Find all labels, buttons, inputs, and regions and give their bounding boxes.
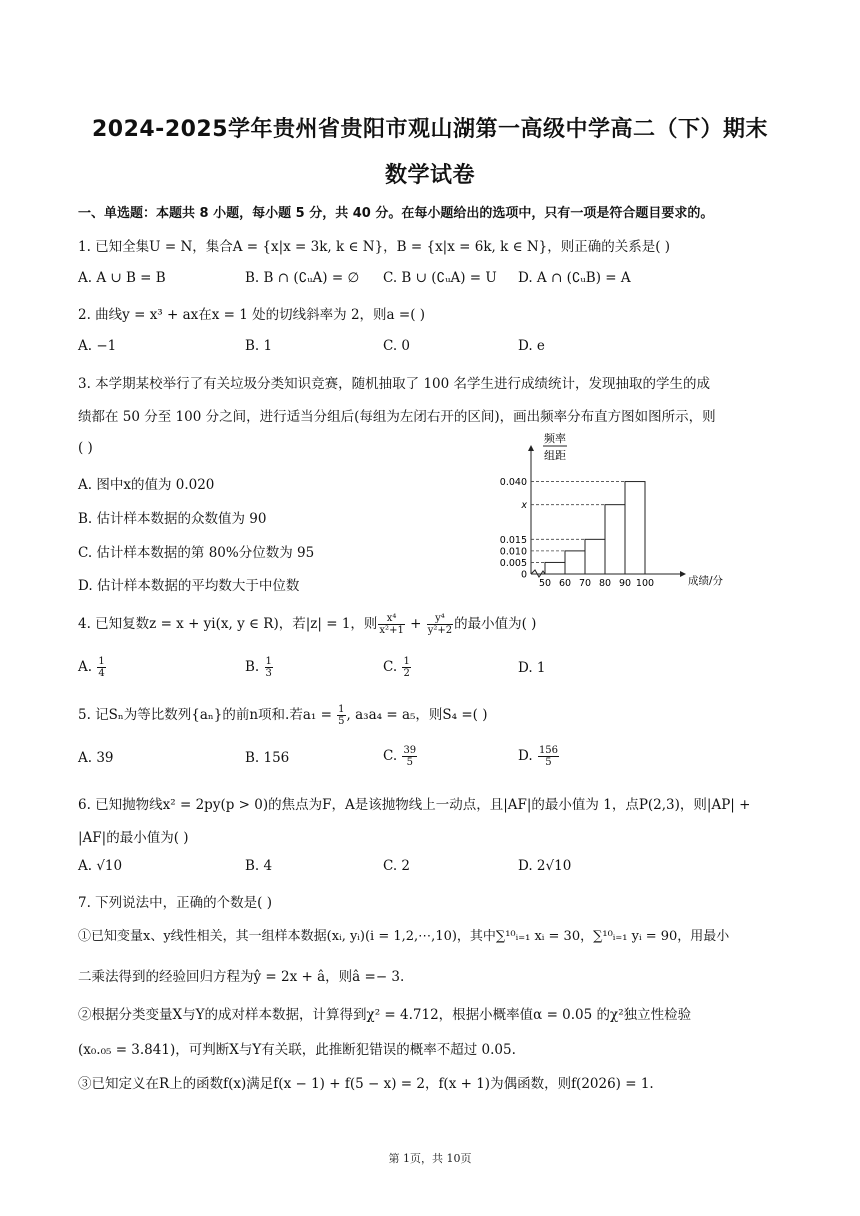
q5-option-c bbox=[383, 745, 418, 768]
y-tick-label: 0.015 bbox=[499, 534, 527, 546]
q4-plus: + bbox=[405, 616, 426, 632]
q4-fraction-1-num: x⁴ bbox=[378, 613, 404, 625]
q2-option-c: C. 0 bbox=[383, 338, 411, 354]
q1-option-b: B. B ∩ (∁ᵤA) = ∅ bbox=[245, 270, 360, 286]
q5-option-d bbox=[518, 745, 560, 768]
question-7-stem: 7. 下列说法中，正确的个数是( ) bbox=[78, 895, 272, 911]
q5-option-c-num: 39 bbox=[403, 745, 417, 756]
histogram-bar bbox=[565, 551, 585, 574]
q4-option-a-num: 1 bbox=[98, 656, 105, 667]
x-axis-label: 成绩/分 bbox=[688, 575, 724, 587]
section-heading: 一、单选题：本题共 8 小题，每小题 5 分，共 40 分。在每小题给出的选项中，只有一项是符合题目要求的。 bbox=[78, 206, 714, 221]
histogram-bar bbox=[545, 562, 565, 574]
q7-statement-2-line1: ②根据分类变量X与Y的成对样本数据，计算得到χ² = 4.712，根据小概率值α = 0.05 的χ²独立性检验 bbox=[78, 1007, 692, 1023]
q6-option-d: D. 2√10 bbox=[518, 858, 572, 874]
x-tick-label: 80 bbox=[598, 578, 612, 589]
q5-stem-post: , a₃a₄ = a₅，则S₄ =( ) bbox=[346, 707, 488, 723]
q6-option-b: B. 4 bbox=[245, 858, 273, 874]
q5-stem-pre: 5. 记Sₙ为等比数列{aₙ}的前n项和.若a₁ = bbox=[78, 707, 337, 723]
q7-statement-3-line1: ③已知定义在R上的函数f(x)满足f(x − 1) + f(5 − x) = 2，f(x + 1)为偶函数，则f(2026) = 1. bbox=[78, 1076, 654, 1092]
q5-option-d-num: 156 bbox=[538, 745, 559, 756]
q7-statement-2-line2: (x₀.₀₅ = 3.841)，可判断X与Y有关联，此推断犯错误的概率不超过 0.05. bbox=[78, 1042, 516, 1058]
q4-fraction-2 bbox=[427, 613, 453, 636]
q4-option-a-den: 4 bbox=[98, 668, 105, 679]
question-3-stem-line2: 绩都在 50 分至 100 分之间，进行适当分组后(每组为左闭右开的区间)，画出频率分布直方图如图所示，则 bbox=[78, 409, 716, 425]
exam-title-line2: 数学试卷 bbox=[384, 163, 475, 188]
question-6-stem-line2: |AF|的最小值为( ) bbox=[78, 830, 189, 846]
y-tick-label: x bbox=[521, 500, 527, 512]
question-6-stem-line1: 6. 已知抛物线x² = 2py(p > 0)的焦点为F，A是该抛物线上一动点，且|AF|的最小值为 1，点P(2,3)，则|AP| + bbox=[78, 797, 751, 813]
x-tick-label: 50 bbox=[538, 578, 552, 589]
q4-fraction-2-num: y⁴ bbox=[427, 613, 453, 625]
q1-option-c: C. B ∪ (∁ᵤA) = U bbox=[383, 270, 497, 286]
question-3-stem-line3: ( ) bbox=[78, 440, 93, 456]
y-tick-label: 0.010 bbox=[499, 546, 527, 558]
q4-option-c-prefix: C. bbox=[383, 659, 402, 675]
q4-option-b-num: 1 bbox=[265, 656, 272, 667]
question-4-stem bbox=[78, 612, 536, 636]
q5-option-b: B. 156 bbox=[245, 750, 290, 766]
histogram-bar bbox=[605, 505, 625, 574]
question-1-stem: 1. 已知全集U = N，集合A = {x|x = 3k, k ∈ N}，B = {x|x = 6k, k ∈ N}，则正确的关系是( ) bbox=[78, 239, 671, 255]
q3-option-b: B. 估计样本数据的众数值为 90 bbox=[78, 511, 267, 527]
q4-option-c-den: 2 bbox=[403, 668, 410, 679]
q4-stem-pre: 4. 已知复数z = x + yi(x, y ∈ R)，若|z| = 1，则 bbox=[78, 616, 378, 632]
q7-statement-1-line1: ①已知变量x、y线性相关，其一组样本数据(xᵢ, yᵢ)(i = 1,2,⋯,10)，其中∑¹⁰ᵢ₌₁ xᵢ = 30，∑¹⁰ᵢ₌₁ yᵢ = 90，用最小 bbox=[78, 929, 730, 944]
q4-option-a bbox=[78, 656, 107, 679]
q2-option-d: D. e bbox=[518, 338, 545, 354]
q4-option-a-prefix: A. bbox=[78, 659, 97, 675]
question-2-stem: 2. 曲线y = x³ + ax在x = 1 处的切线斜率为 2，则a =( ) bbox=[78, 307, 426, 323]
exam-title-line1: 2024-2025学年贵州省贵阳市观山湖第一高级中学高二（下）期末 bbox=[91, 117, 769, 142]
q4-option-d: D. 1 bbox=[518, 660, 546, 676]
y-tick-label: 0.040 bbox=[499, 477, 527, 489]
q1-option-d: D. A ∩ (∁ᵤB) = A bbox=[518, 270, 631, 286]
q3-option-c: C. 估计样本数据的第 80%分位数为 95 bbox=[78, 545, 315, 561]
x-tick-label: 90 bbox=[618, 578, 632, 589]
q5-option-d-den: 5 bbox=[545, 757, 552, 768]
question-5-stem bbox=[78, 703, 488, 727]
q4-option-c bbox=[383, 656, 412, 679]
q4-option-b-prefix: B. bbox=[245, 659, 264, 675]
q4-fraction-1-den: x²+1 bbox=[379, 625, 404, 636]
x-tick-label: 70 bbox=[578, 578, 592, 589]
q4-option-b-den: 3 bbox=[265, 668, 272, 679]
histogram-bar bbox=[585, 539, 605, 574]
histogram-bar bbox=[625, 482, 645, 574]
y-tick-label: 0.005 bbox=[499, 557, 527, 569]
x-tick-label: 100 bbox=[635, 578, 655, 589]
q4-option-b-fraction bbox=[265, 656, 273, 679]
q2-option-a: A. −1 bbox=[78, 338, 117, 354]
q4-stem-post: 的最小值为( ) bbox=[454, 616, 537, 632]
q5-option-a: A. 39 bbox=[78, 750, 114, 766]
y-axis-label-top: 频率 bbox=[544, 432, 566, 445]
q3-option-a: A. 图中x的值为 0.020 bbox=[78, 477, 215, 493]
q6-option-a: A. √10 bbox=[78, 858, 123, 874]
q5-option-c-fraction bbox=[402, 745, 417, 768]
q5-fraction bbox=[337, 704, 345, 727]
q5-option-d-prefix: D. bbox=[518, 748, 537, 764]
q3-option-d: D. 估计样本数据的平均数大于中位数 bbox=[78, 578, 300, 594]
q5-option-d-fraction bbox=[538, 745, 559, 768]
q5-fraction-den: 5 bbox=[338, 716, 345, 727]
page-footer: 第 1页，共 10页 bbox=[388, 1152, 472, 1165]
q4-fraction-2-den: y²+2 bbox=[427, 625, 453, 636]
q4-option-b bbox=[245, 656, 274, 679]
q4-option-c-fraction bbox=[402, 656, 410, 679]
y-tick-label: 0 bbox=[520, 569, 527, 581]
q5-option-c-den: 5 bbox=[406, 757, 413, 768]
question-3-stem-line1: 3. 本学期某校举行了有关垃圾分类知识竞赛，随机抽取了 100 名学生进行成绩统计，发现抽取的学生的成 bbox=[78, 376, 711, 392]
frequency-histogram bbox=[485, 430, 735, 590]
q4-option-a-fraction bbox=[97, 656, 105, 679]
q4-option-c-num: 1 bbox=[403, 656, 410, 667]
q6-option-c: C. 2 bbox=[383, 858, 411, 874]
q5-option-c-prefix: C. bbox=[383, 748, 402, 764]
q2-option-b: B. 1 bbox=[245, 338, 273, 354]
q7-statement-1-line2: 二乘法得到的经验回归方程为ŷ = 2x + â，则â =− 3. bbox=[78, 969, 405, 985]
q5-fraction-num: 1 bbox=[338, 704, 345, 715]
q4-fraction-1 bbox=[378, 613, 404, 636]
x-tick-label: 60 bbox=[558, 578, 572, 589]
y-axis-label-bottom: 组距 bbox=[544, 449, 566, 462]
q1-option-a: A. A ∪ B = B bbox=[78, 270, 166, 286]
